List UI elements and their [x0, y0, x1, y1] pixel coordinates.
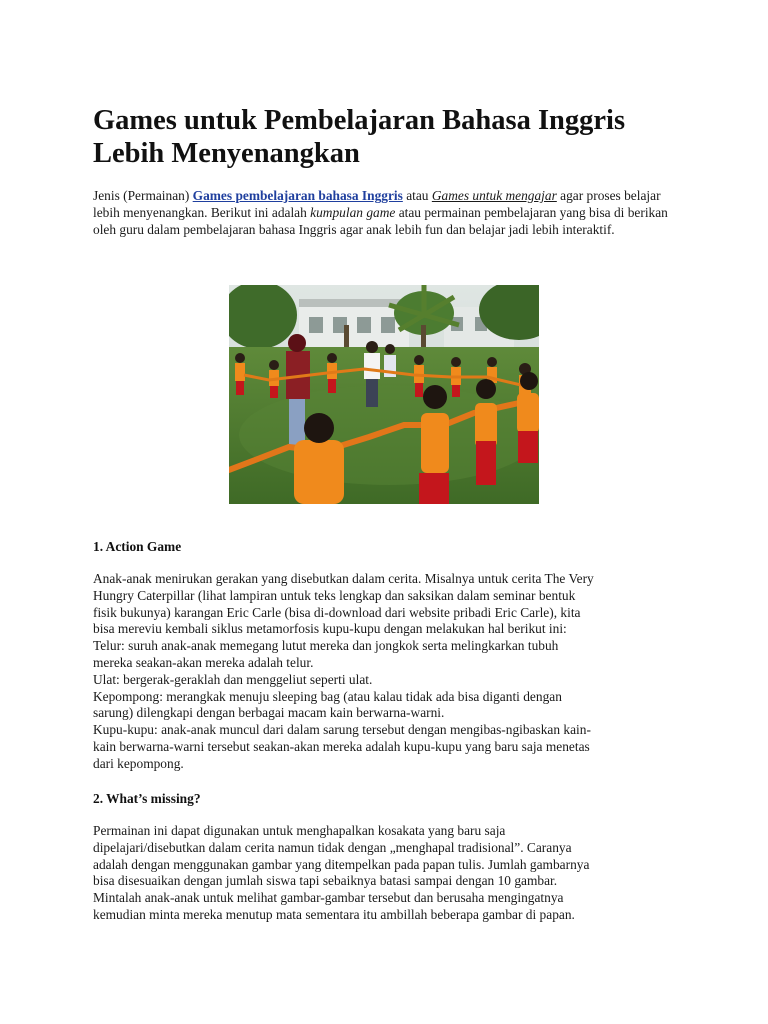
paragraph-line: Anak-anak menirukan gerakan yang disebutkan dalam cerita. Misalnya untuk cerita The Very: [93, 571, 594, 586]
paragraph-line: adalah dengan menggunakan gambar yang ditempelkan pada papan tulis. Jumlah gambarnya: [93, 856, 590, 872]
intro-text-1: Jenis (Permainan): [93, 188, 193, 203]
paragraph-line: Hungry Caterpillar (lihat lampiran untuk teks lengkap dan saksikan dalam seminar bentuk: [93, 587, 576, 603]
paragraph-line: Telur: suruh anak-anak memegang lutut mereka dan jongkok serta melingkarkan tubuh: [93, 638, 559, 654]
paragraph-line: Permainan ini dapat digunakan untuk menghapalkan kosakata yang baru saja: [93, 823, 506, 838]
paragraph-line: bisa disesuaikan dengan jumlah siswa tapi sebaiknya batasi sampai dengan 10 gambar.: [93, 873, 558, 889]
section-heading-action-game: 1. Action Game: [93, 539, 182, 554]
children-playing-photo: [229, 285, 539, 504]
intro-text-4: atau permainan pembelajaran yang bisa di berikan oleh guru dalam pembelajaran bahasa Inggris agar anak lebih fun dan belajar jadi lebih interaktif.: [93, 204, 668, 237]
paragraph-line: sarung) dilengkapi dengan berbagai macam kain berwarna-warni.: [93, 705, 445, 721]
page-title: Games untuk Pembelajaran Bahasa Inggris Lebih Menyenangkan: [93, 105, 626, 169]
paragraph-line: Ulat: bergerak-geraklah dan menggeliut seperti ulat.: [93, 671, 373, 687]
paragraph-line: bisa mereviu kembali siklus metamorfosis kupu-kupu dengan melakukan hal berikut ini:: [93, 621, 567, 637]
paragraph-line: kemudian minta mereka menutup mata sementara itu ambillah beberapa gambar di papan.: [93, 906, 575, 922]
intro-emphasis: kumpulan game: [310, 204, 396, 220]
intro-text-2: atau: [402, 188, 432, 203]
link-games-pembelajaran[interactable]: Games pembelajaran bahasa Inggris: [192, 188, 403, 203]
paragraph-line: mereka seakan-akan mereka adalah telur.: [93, 654, 314, 670]
paragraph-line: fisik bukunya) karangan Eric Carle (bisa di-download dari website pribadi Eric Carle), kita: [93, 604, 581, 620]
paragraph-line: dari kepompong.: [93, 755, 184, 771]
section-paragraph-action-game: [93, 571, 683, 773]
paragraph-line: kain berwarna-warni tersebut seakan-akan mereka adalah kupu-kupu yang baru saja menetas: [93, 738, 590, 754]
intro-text-3: agar proses belajar lebih menyenangkan. Berikut ini adalah: [93, 188, 661, 220]
section-paragraph-whats-missing: [93, 823, 683, 924]
section-heading-whats-missing: 2. What’s missing?: [93, 791, 201, 806]
paragraph-line: Kupu-kupu: anak-anak muncul dari dalam sarung tersebut dengan mengibas-ngibaskan kain-: [93, 722, 591, 738]
paragraph-line: Kepompong: merangkak menuju sleeping bag (atau kalau tidak ada bisa diganti dengan: [93, 688, 562, 704]
paragraph-line: dipelajari/disebutkan dalam cerita namun tidak dengan „menghapal tradisional”. Caranya: [93, 839, 572, 855]
link-games-mengajar[interactable]: Games untuk mengajar: [431, 188, 557, 203]
intro-paragraph: [93, 188, 683, 238]
paragraph-line: Mintalah anak-anak untuk melihat gambar-gambar tersebut dan berusaha mengingatnya: [93, 890, 564, 906]
